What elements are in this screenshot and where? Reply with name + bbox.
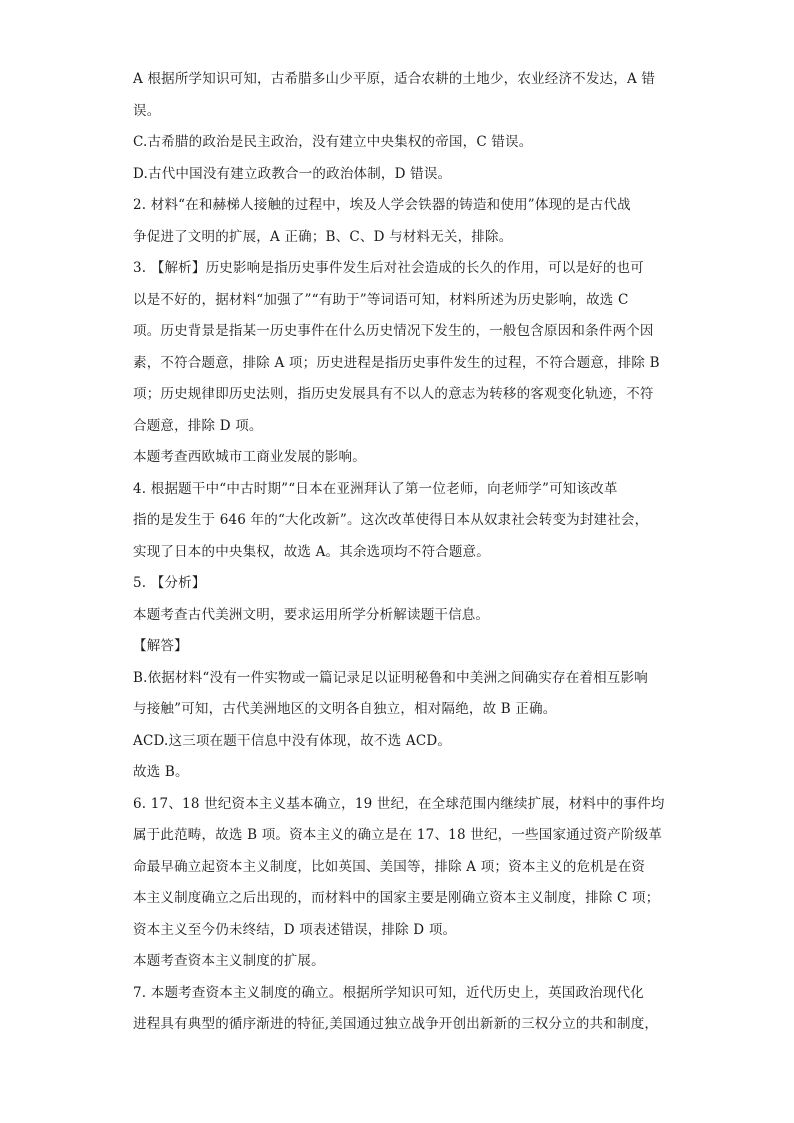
text-line: 项；历史规律即历史法则，指历史发展具有不以人的意志为转移的客观变化轨迹，不符	[133, 386, 654, 402]
text-line: 6. 17、18 世纪资本主义基本确立，19 世纪，在全球范围内继续扩展，材料中的事件均	[133, 795, 665, 812]
text-line: 2. 材料“在和赫梯人接触的过程中，埃及人学会铁器的铸造和使用”体现的是古代战	[133, 197, 631, 213]
text-line: 与接触”可知，古代美洲地区的文明各自独立，相对隔绝，故 B 正确。	[133, 701, 557, 717]
document-page	[133, 64, 665, 1041]
text-line: 故选 B。	[133, 764, 189, 780]
text-line: 【解答】	[133, 638, 188, 654]
text-line: 实现了日本的中央集权，故选 A。其余选项均不符合题意。	[133, 543, 490, 560]
text-line: 4. 根据题干中“中古时期”“日本在亚洲拜认了第一位老师，向老师学”可知该改革	[133, 480, 618, 497]
text-line: D.古代中国没有建立政教合一的政治体制，D 错误。	[133, 165, 452, 182]
text-line: C.古希腊的政治是民主政治，没有建立中央集权的帝国，C 错误。	[133, 134, 533, 150]
text-line: 指的是发生于 646 年的“大化改新”。这次改革使得日本从奴隶社会转变为封建社会，	[133, 512, 649, 528]
text-line: 属于此范畴，故选 B 项。资本主义的确立是在 17、18 世纪，一些国家通过资产阶级革	[133, 827, 663, 843]
text-line: 本题考查西欧城市工商业发展的影响。	[133, 449, 366, 465]
text-line: 5. 【分析】	[133, 575, 206, 591]
text-line: 本主义制度确立之后出现的，而材料中的国家主要是刚确立资本主义制度，排除 C 项；	[133, 890, 660, 906]
text-line: B.依据材料“没有一件实物或一篇记录足以证明秘鲁和中美洲之间确实存在着相互影响	[133, 669, 648, 686]
text-line: 素，不符合题意，排除 A 项；历史进程是指历史事件发生的过程，不符合题意，排除 B	[133, 354, 660, 371]
text-line: 命最早确立起资本主义制度，比如英国、美国等，排除 A 项；资本主义的危机是在资	[133, 858, 646, 875]
text-line: 合题意，排除 D 项。	[133, 417, 263, 434]
text-line: 本题考查古代美洲文明，要求运用所学分析解读题干信息。	[133, 606, 490, 623]
text-line: ACD.这三项在题干信息中没有体现，故不选 ACD。	[133, 732, 452, 749]
text-line: 资本主义至今仍未终结，D 项表述错误，排除 D 项。	[133, 921, 457, 938]
text-line: 进程具有典型的循序渐进的特征,美国通过独立战争开创出新新的三权分立的共和制度，	[133, 1016, 659, 1032]
text-line: 误。	[133, 102, 161, 119]
text-line: A 根据所学知识可知，古希腊多山少平原，适合农耕的土地少，农业经济不发达，A 错	[133, 71, 656, 87]
text-line: 7. 本题考查资本主义制度的确立。根据所学知识可知，近代历史上，英国政治现代化	[133, 984, 644, 1001]
text-line: 项。历史背景是指某一历史事件在什么历史情况下发生的，一般包含原因和条件两个因	[133, 323, 654, 339]
text-line: 3. 【解析】历史影响是指历史事件发生后对社会造成的长久的作用，可以是好的也可	[133, 260, 644, 276]
text-line: 以是不好的，据材料“加强了”“有助于”等词语可知，材料所述为历史影响，故选 C	[133, 291, 629, 308]
text-line: 争促进了文明的扩展，A 正确；B、C、D 与材料无关，排除。	[133, 228, 513, 245]
text-line: 本题考查资本主义制度的扩展。	[133, 953, 325, 969]
